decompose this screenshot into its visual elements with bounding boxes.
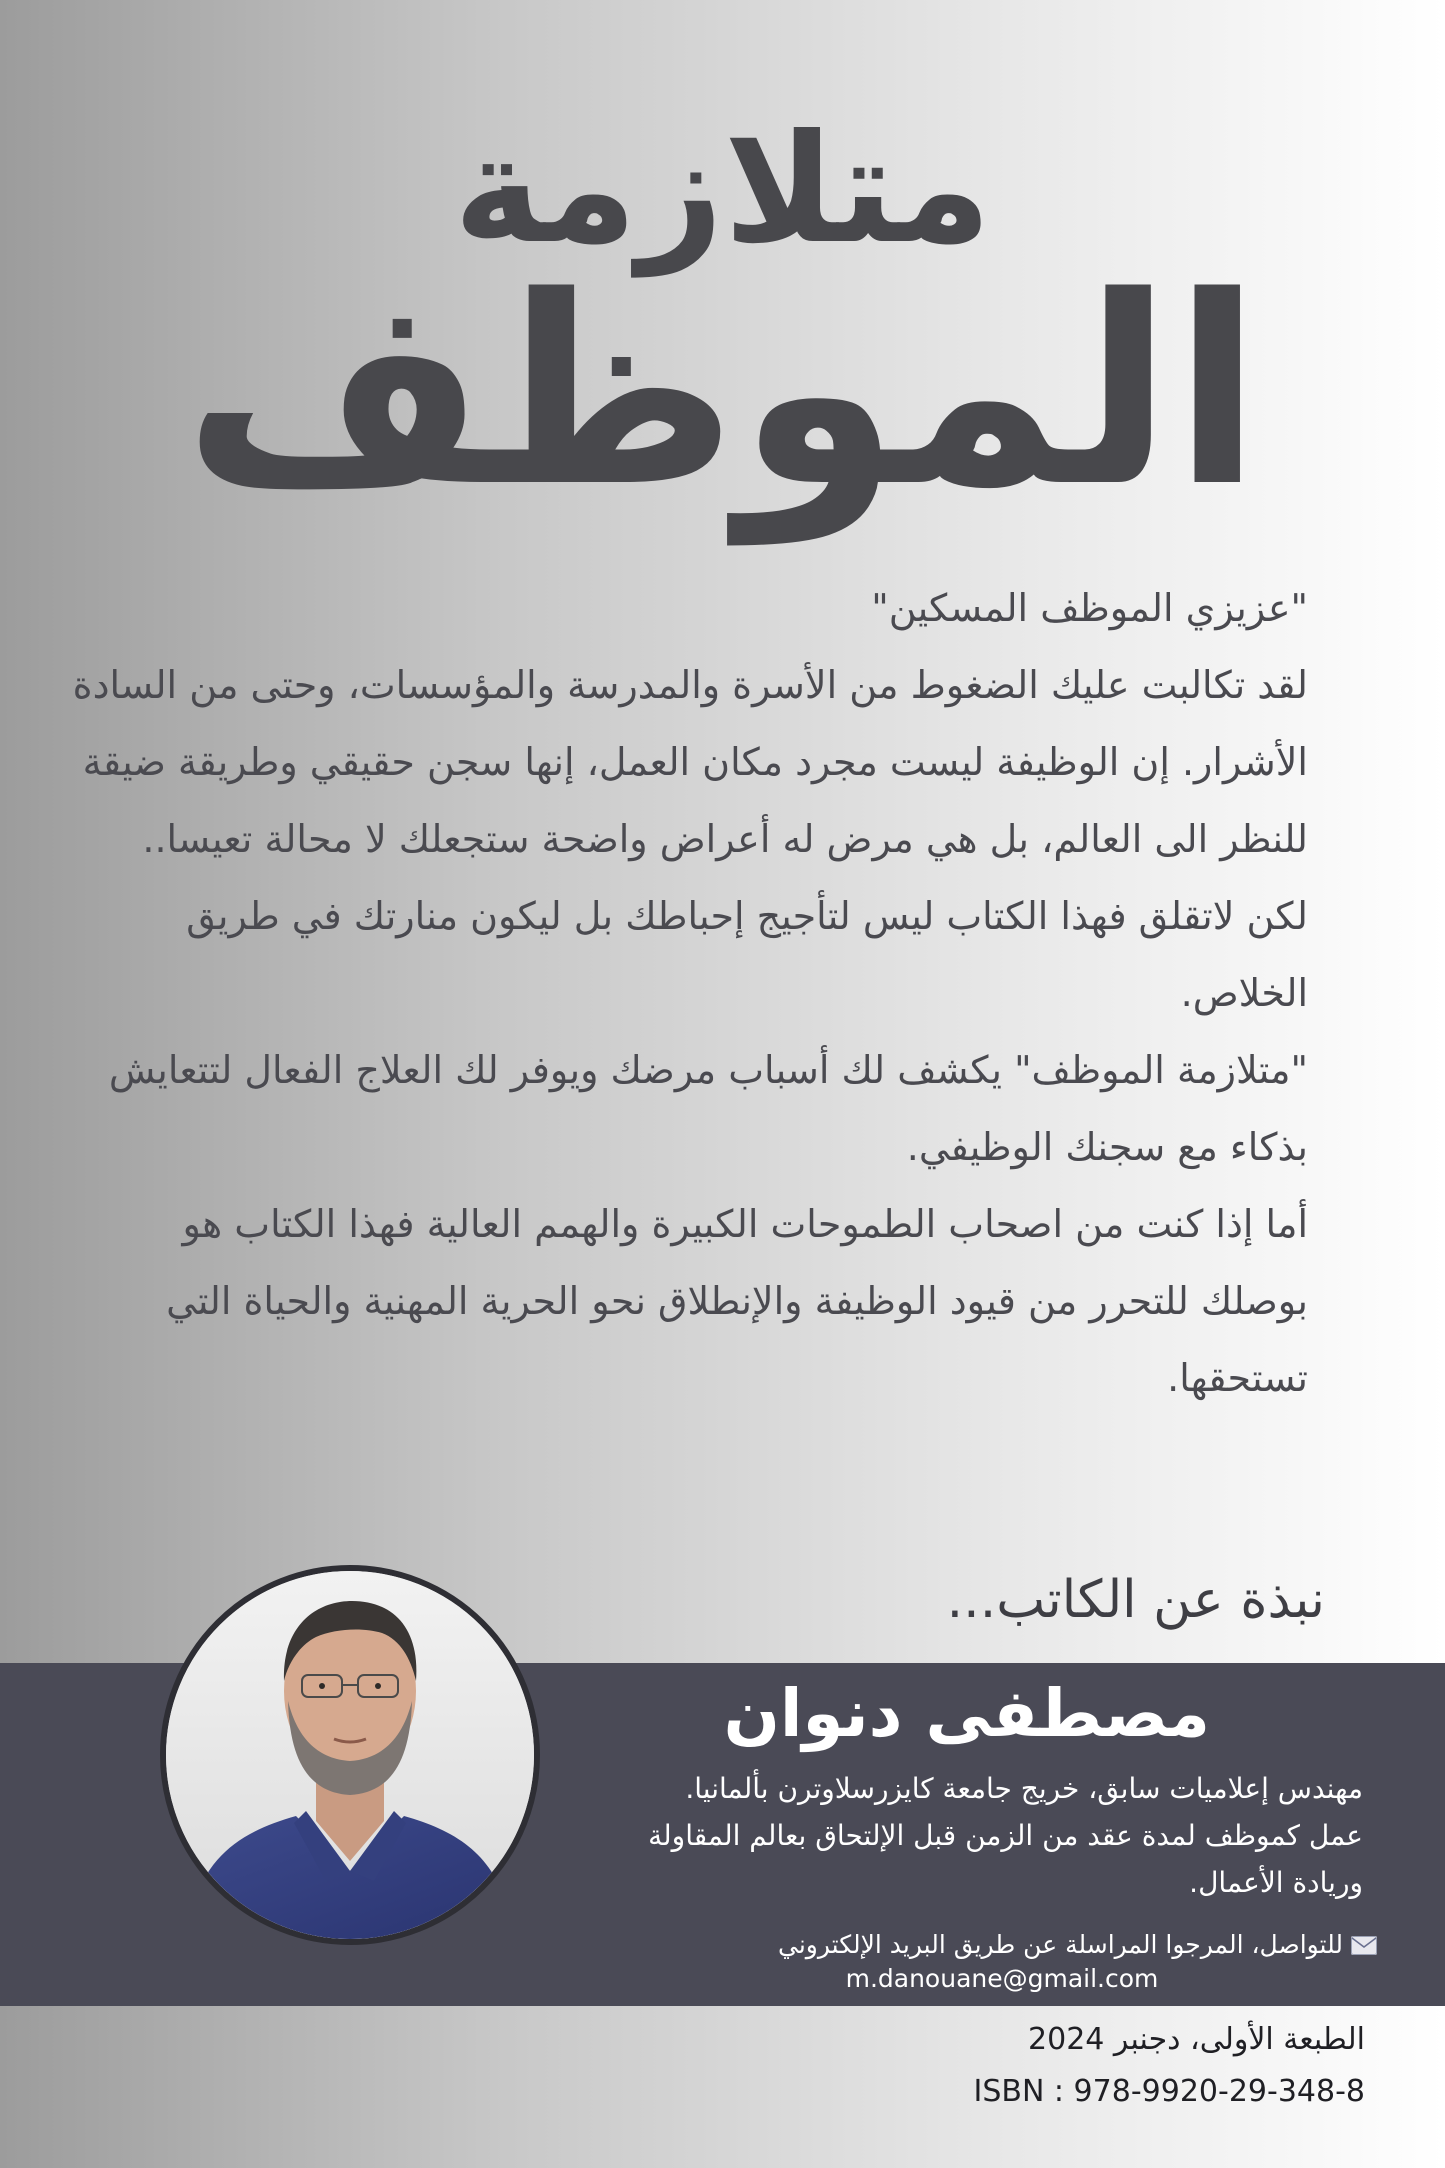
- blurb-paragraph: لكن لاتقلق فهذا الكتاب ليس لتأجيج إحباطك بل ليكون منارتك في طريق الخلاص.: [186, 894, 1308, 1015]
- about-author-heading: نبذة عن الكاتب...: [946, 1570, 1325, 1630]
- contact-text: للتواصل، المرجوا المراسلة عن طريق البريد الإلكتروني: [778, 1930, 1343, 1959]
- author-bio-line: مهندس إعلاميات سابق، خريج جامعة كايزرسلاوترن بألمانيا.: [685, 1772, 1363, 1805]
- blurb-paragraph: أما إذا كنت من اصحاب الطموحات الكبيرة والهمم العالية فهذا الكتاب هو بوصلك للتحرر من قيود الوظيفة والإنطلاق نحو الحرية المهنية والحياة التي تستحقها.: [166, 1202, 1308, 1400]
- isbn-number: ISBN : 978-9920-29-348-8: [973, 2074, 1365, 2109]
- envelope-icon: [1351, 1936, 1377, 1955]
- edition-info: [973, 2014, 1365, 2118]
- book-title-line2: الموظف: [183, 242, 1262, 544]
- contact-block: [657, 1928, 1377, 1996]
- author-photo: [160, 1565, 540, 1945]
- author-bio: [623, 1765, 1363, 1906]
- blurb-paragraph: لقد تكالبت عليك الضغوط من الأسرة والمدرسة والمؤسسات، وحتى من السادة الأشرار. إن الوظيفة ليست مجرد مكان العمل، إنها سجن حقيقي وطريقة ضيقة للنظر الى العالم، بل هي مرض له أعراض واضحة ستجعلك لا محالة تعيسا..: [72, 663, 1308, 861]
- blurb-paragraph: "عزيزي الموظف المسكين": [871, 586, 1308, 630]
- book-title-line1: متلازمة: [453, 103, 992, 277]
- author-bio-line: عمل كموظف لمدة عقد من الزمن قبل الإلتحاق بعالم المقاولة وريادة الأعمال.: [648, 1819, 1363, 1899]
- edition-date: الطبعة الأولى، دجنبر 2024: [1028, 2022, 1365, 2057]
- author-portrait-illustration: [166, 1571, 534, 1939]
- blurb-paragraph: "متلازمة الموظف" يكشف لك أسباب مرضك ويوفر لك العلاج الفعال لتتعايش بذكاء مع سجنك الوظيفي.: [108, 1048, 1308, 1169]
- back-cover-blurb: [68, 570, 1308, 1417]
- contact-email[interactable]: m.danouane@gmail.com: [845, 1964, 1159, 1993]
- author-name: مصطفى دنوان: [723, 1675, 1210, 1752]
